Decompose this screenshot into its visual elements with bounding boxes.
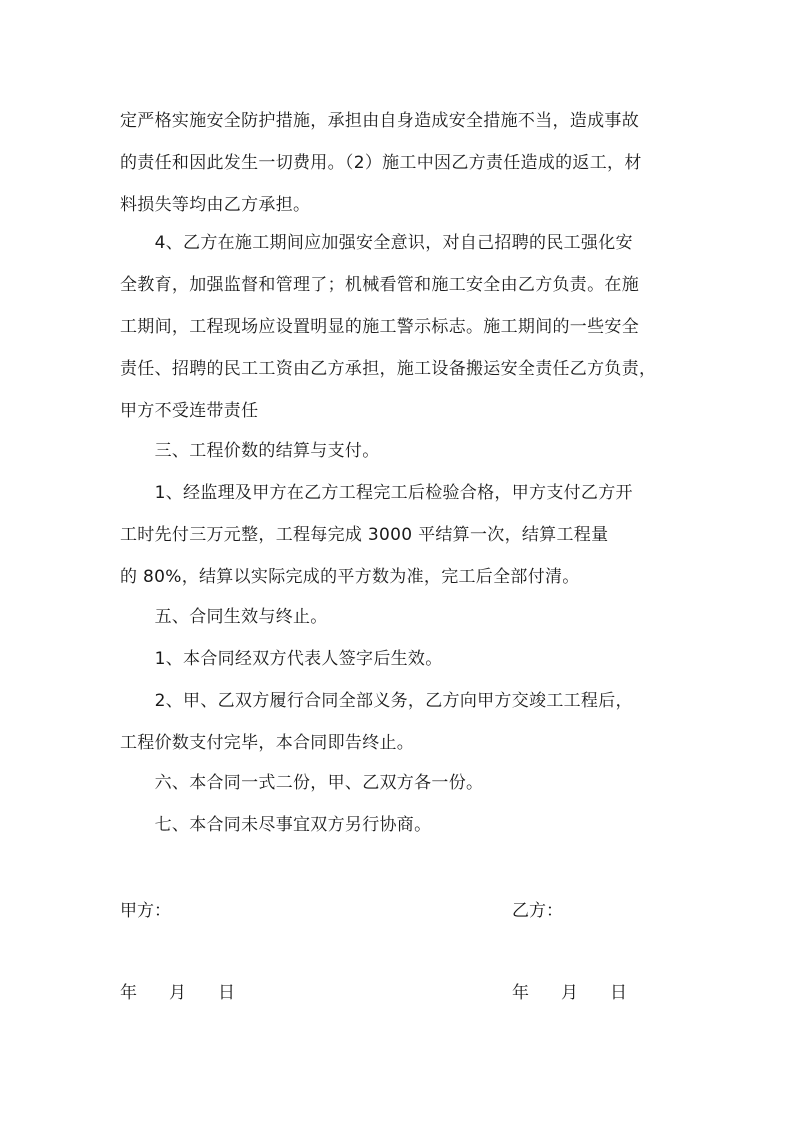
text-line: 五、合同生效与终止。 (120, 607, 328, 627)
paragraph-effective (120, 638, 676, 680)
text-line: 定严格实施安全防护措施，承担由自身造成安全措施不当，造成事故 (120, 111, 639, 131)
text-line: 2、甲、乙双方履行合同全部义务，乙方向甲方交竣工工程后， (120, 691, 633, 711)
text-line: 责任、招聘的民工工资由乙方承担，施工设备搬运安全责任乙方负责， (120, 359, 657, 379)
heading-section-7 (120, 804, 676, 846)
text-line: 工期间，工程现场应设置明显的施工警示标志。施工期间的一些安全 (120, 317, 639, 337)
heading-section-6 (120, 762, 676, 804)
text-line: 七、本合同未尽事宜双方另行协商。 (120, 815, 432, 835)
text-line: 1、经监理及甲方在乙方工程完工后检验合格，甲方支付乙方开 (120, 483, 633, 503)
day-label: 日 (218, 983, 235, 1003)
text-line: 1、本合同经双方代表人签字后生效。 (120, 649, 443, 669)
text-line: 4、乙方在施工期间应加强安全意识，对自己招聘的民工强化安 (120, 233, 633, 253)
paragraph-safety-liability (120, 100, 676, 226)
paragraph-payment (120, 472, 676, 598)
heading-section-5 (120, 596, 676, 638)
text-line: 全教育，加强监督和管理了；机械看管和施工安全由乙方负责。在施 (120, 275, 639, 295)
text-line: 料损失等均由乙方承担。 (120, 195, 311, 215)
text-line: 工时先付三万元整，工程每完成 3000 平结算一次，结算工程量 (120, 525, 609, 545)
year-label: 年 (120, 983, 137, 1003)
text-line: 甲方不受连带责任 (120, 401, 259, 421)
text-line: 六、本合同一式二份，甲、乙双方各一份。 (120, 773, 484, 793)
year-label: 年 (512, 983, 529, 1003)
day-label: 日 (610, 983, 627, 1003)
party-a-label: 甲方： (120, 901, 171, 921)
text-line: 三、工程价数的结算与支付。 (120, 441, 380, 461)
party-b-date (512, 978, 627, 1003)
text-line: 工程价数支付完毕，本合同即告终止。 (120, 733, 415, 753)
party-b-label: 乙方： (512, 901, 563, 921)
text-line: 的责任和因此发生一切费用。（2）施工中因乙方责任造成的返工，材 (120, 153, 642, 173)
paragraph-clause-4 (120, 222, 676, 432)
text-line: 的 80%，结算以实际完成的平方数为准，完工后全部付清。 (120, 567, 580, 587)
heading-section-3 (120, 430, 676, 472)
party-a-date (120, 978, 235, 1003)
month-label: 月 (561, 983, 578, 1003)
month-label: 月 (169, 983, 186, 1003)
paragraph-termination (120, 680, 676, 764)
